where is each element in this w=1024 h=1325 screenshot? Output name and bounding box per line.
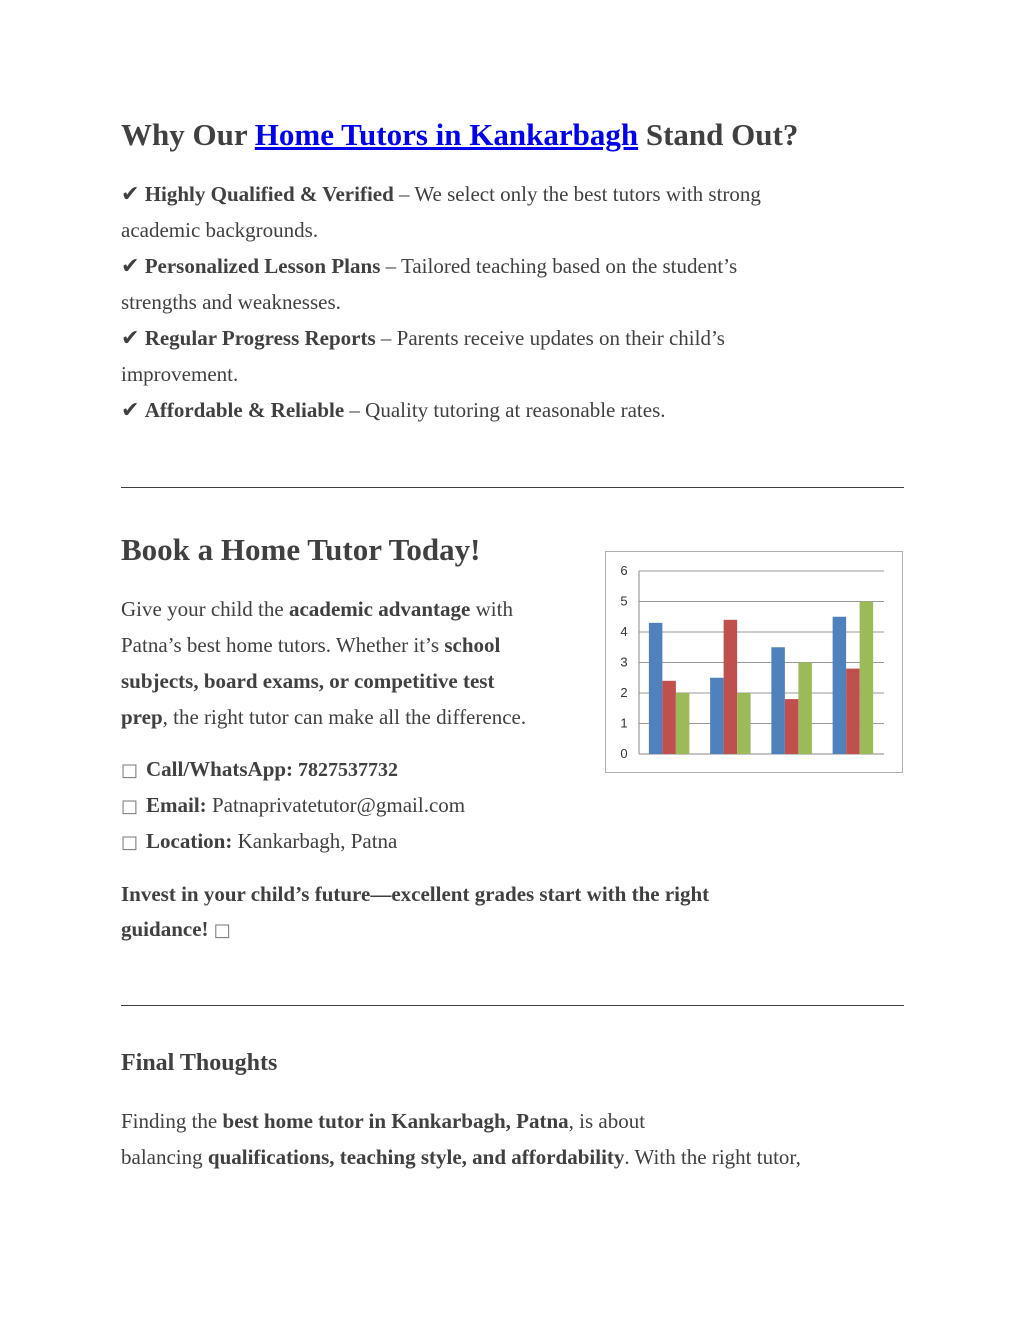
feature-list — [121, 176, 911, 428]
bar — [771, 647, 785, 754]
feature-desc: – Tailored teaching based on the student’s — [380, 254, 738, 278]
y-tick-label: 3 — [620, 654, 628, 670]
final-text-bold: best home tutor in Kankarbagh, Patna — [222, 1109, 569, 1133]
divider — [121, 1005, 904, 1006]
bar — [710, 678, 724, 754]
bar — [785, 699, 799, 754]
bar — [860, 602, 874, 755]
y-tick-label: 4 — [620, 624, 628, 639]
y-tick-label: 1 — [620, 715, 628, 731]
title-text-pre: Why Our — [121, 117, 255, 152]
checkmark-icon: ✔ — [121, 254, 140, 279]
y-tick-label: 6 — [620, 563, 628, 578]
email-icon: □ — [121, 796, 139, 817]
feature-desc-cont: strengths and weaknesses. — [121, 290, 341, 314]
divider — [121, 487, 904, 488]
section-title-book: Book a Home Tutor Today! — [121, 532, 481, 567]
book-text: Give your child the — [121, 597, 289, 621]
bar — [662, 681, 676, 754]
feature-desc: – We select only the best tutors with strong — [393, 182, 761, 206]
checkmark-icon: ✔ — [121, 326, 140, 351]
final-text-bold: qualifications, teaching style, and affordability — [207, 1145, 625, 1169]
y-tick-label: 0 — [620, 746, 628, 761]
y-tick-label: 5 — [620, 593, 628, 609]
contact-email — [121, 787, 721, 823]
location-text: Kankarbagh, Patna — [232, 829, 398, 853]
contact-location — [121, 823, 721, 859]
bar — [724, 620, 738, 754]
section-title-final: Final Thoughts — [121, 1050, 278, 1076]
feature-item — [121, 320, 911, 356]
contact-label: Email: — [146, 793, 207, 817]
book-text: with — [470, 597, 513, 621]
final-text: , is about — [568, 1109, 646, 1133]
feature-desc-cont: academic backgrounds. — [121, 218, 319, 242]
bar — [833, 617, 847, 754]
feature-desc-cont: improvement. — [121, 362, 239, 386]
book-paragraph — [121, 591, 591, 735]
book-text-bold: academic advantage — [288, 597, 471, 621]
bar-chart — [605, 551, 903, 773]
section-title-why — [121, 117, 798, 153]
feature-title: Highly Qualified & Verified — [144, 182, 394, 206]
email-address[interactable]: Patnaprivatetutor@gmail.com — [206, 793, 466, 817]
contact-label: Location: — [146, 829, 233, 853]
feature-desc: – Quality tutoring at reasonable rates. — [344, 398, 666, 422]
bar — [676, 693, 690, 754]
invest-line: Invest in your child’s future—excellent grades start with the right — [121, 882, 710, 906]
checkmark-icon: ✔ — [121, 182, 140, 207]
bar — [846, 669, 860, 754]
phone-number[interactable]: 7827537732 — [293, 759, 399, 781]
location-icon: □ — [121, 832, 139, 853]
phone-icon: □ — [121, 760, 139, 781]
emoji-icon: □ — [213, 920, 231, 941]
bar-chart-svg — [606, 552, 902, 772]
feature-item — [121, 248, 911, 284]
book-text-bold: prep — [121, 705, 163, 729]
feature-title: Regular Progress Reports — [144, 326, 376, 350]
home-tutors-link[interactable]: Home Tutors in Kankarbagh — [254, 117, 639, 152]
feature-item — [121, 392, 911, 428]
invest-callout — [121, 877, 901, 948]
title-text-post: Stand Out? — [638, 117, 799, 152]
final-text: Finding the — [121, 1109, 223, 1133]
book-text: Patna’s best home tutors. Whether it’s — [121, 633, 445, 657]
contact-label: Call/WhatsApp: — [146, 757, 294, 781]
book-text-bold: subjects, board exams, or competitive test — [121, 669, 495, 693]
checkmark-icon: ✔ — [121, 398, 140, 423]
book-text: , the right tutor can make all the difference. — [162, 705, 527, 729]
book-text-bold: school — [444, 633, 501, 657]
feature-title: Affordable & Reliable — [144, 398, 345, 422]
final-text: balancing — [121, 1145, 208, 1169]
bar — [649, 623, 663, 754]
feature-desc: – Parents receive updates on their child’s — [375, 326, 725, 350]
feature-title: Personalized Lesson Plans — [144, 254, 381, 278]
bar — [737, 693, 751, 754]
y-tick-label: 2 — [620, 685, 628, 700]
bar — [798, 663, 812, 755]
invest-line: guidance! — [121, 917, 209, 941]
final-text: . With the right tutor, — [624, 1145, 801, 1169]
feature-item — [121, 176, 911, 212]
final-paragraph — [121, 1103, 911, 1175]
